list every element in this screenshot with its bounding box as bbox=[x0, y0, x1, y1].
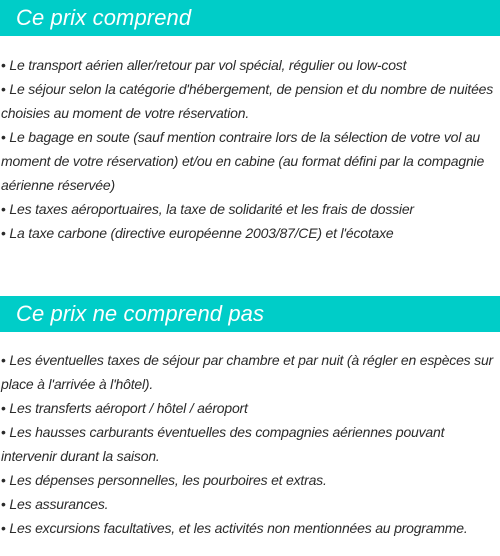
includes-list bbox=[1, 53, 499, 245]
list-item-text: Les excursions facultatives, et les activités non mentionnées au programme. bbox=[9, 520, 468, 536]
excludes-title: Ce prix ne comprend pas bbox=[16, 301, 265, 326]
list-item bbox=[1, 197, 499, 221]
bullet-icon: • bbox=[1, 57, 6, 73]
list-item bbox=[1, 468, 499, 492]
bullet-icon: • bbox=[1, 520, 6, 536]
list-item bbox=[1, 221, 499, 245]
bullet-icon: • bbox=[1, 472, 6, 488]
list-item bbox=[1, 77, 499, 125]
list-item-text: Les transferts aéroport / hôtel / aéroport bbox=[9, 400, 248, 416]
bullet-icon: • bbox=[1, 400, 6, 416]
bullet-icon: • bbox=[1, 496, 6, 512]
list-item-text: Les éventuelles taxes de séjour par chambre et par nuit (à régler en espèces sur place à l'arrivée à l'hôtel). bbox=[1, 352, 494, 392]
excludes-section-header bbox=[0, 296, 500, 332]
bullet-icon: • bbox=[1, 225, 6, 241]
list-item bbox=[1, 396, 499, 420]
list-item-text: Le séjour selon la catégorie d'hébergement, de pension et du nombre de nuitées choisies au moment de votre réservation. bbox=[1, 81, 494, 121]
list-item bbox=[1, 125, 499, 197]
list-item-text: Les taxes aéroportuaires, la taxe de solidarité et les frais de dossier bbox=[9, 201, 414, 217]
list-item-text: Les hausses carburants éventuelles des compagnies aériennes pouvant intervenir durant la saison. bbox=[1, 424, 445, 464]
bullet-icon: • bbox=[1, 81, 6, 97]
list-item-text: Le bagage en soute (sauf mention contraire lors de la sélection de votre vol au moment de votre réservation) et/ou en cabine (au format défini par la compagnie aérienne réservée) bbox=[1, 129, 485, 193]
list-item bbox=[1, 420, 499, 468]
list-item bbox=[1, 516, 499, 540]
list-item-text: Les assurances. bbox=[9, 496, 109, 512]
bullet-icon: • bbox=[1, 352, 6, 368]
bullet-icon: • bbox=[1, 424, 6, 440]
excludes-list bbox=[1, 348, 499, 540]
list-item bbox=[1, 348, 499, 396]
list-item bbox=[1, 492, 499, 516]
list-item-text: Le transport aérien aller/retour par vol spécial, régulier ou low-cost bbox=[9, 57, 407, 73]
includes-title: Ce prix comprend bbox=[16, 5, 192, 30]
bullet-icon: • bbox=[1, 129, 6, 145]
list-item bbox=[1, 53, 499, 77]
includes-section-header bbox=[0, 0, 500, 36]
list-item-text: La taxe carbone (directive européenne 2003/87/CE) et l'écotaxe bbox=[9, 225, 394, 241]
list-item-text: Les dépenses personnelles, les pourboires et extras. bbox=[9, 472, 327, 488]
bullet-icon: • bbox=[1, 201, 6, 217]
